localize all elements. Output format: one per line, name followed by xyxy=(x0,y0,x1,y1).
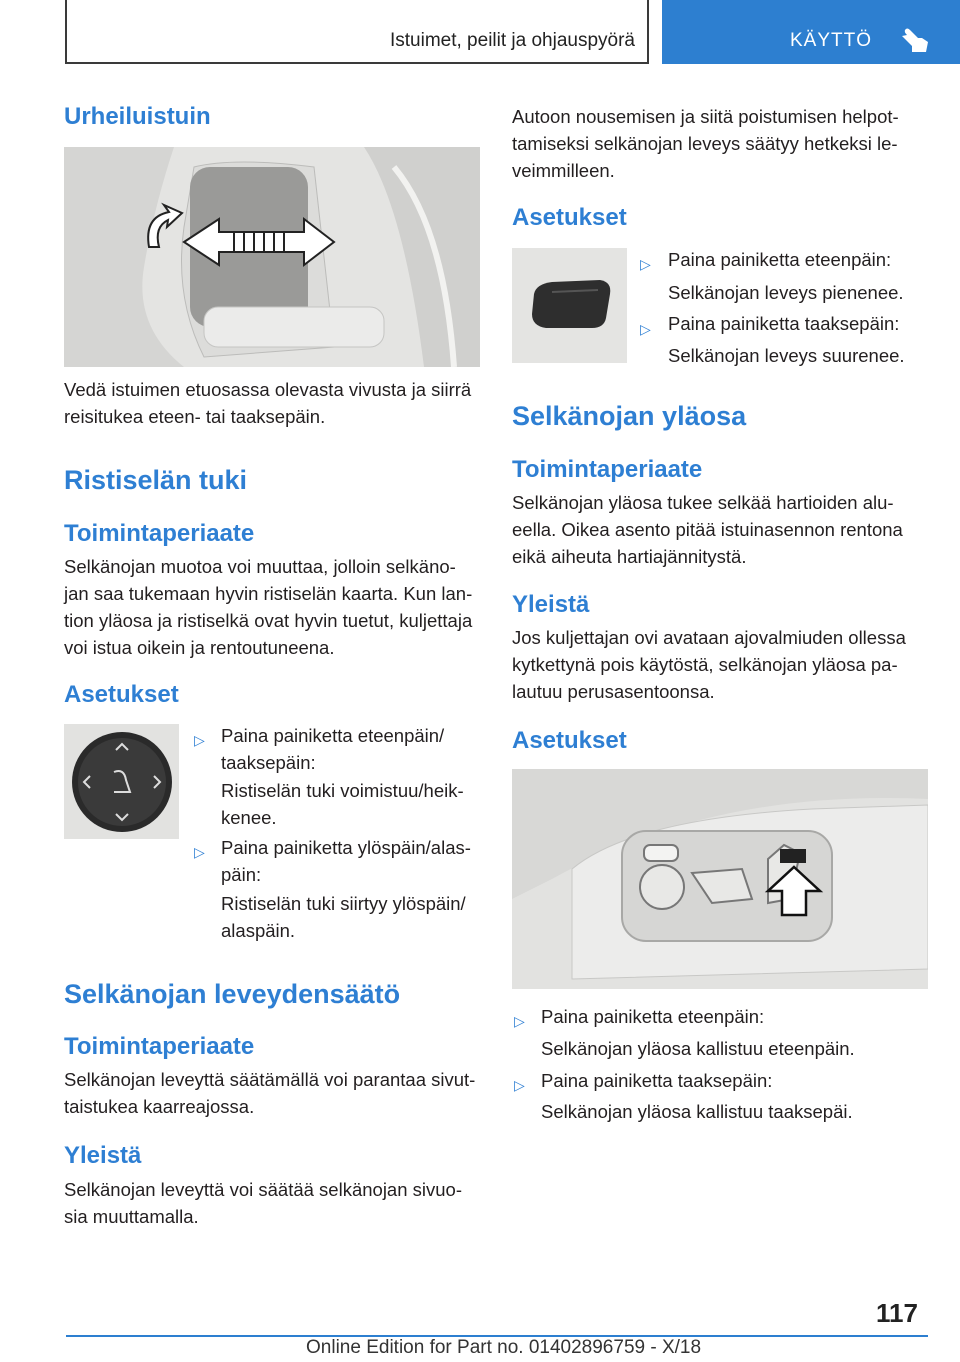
lumbar-support-button-illustration xyxy=(64,724,179,839)
para-intro-right: Autoon nousemisen ja siitä poistumisen helpot‐ tamiseksi selkänojan leveys säätyy hetkeksi le‐ veimmilleen. xyxy=(512,106,899,181)
bullet-item-2-result: Ristiselän tuki siirtyy ylöspäin/ alaspäin. xyxy=(221,893,466,941)
footer-edition: Online Edition for Part no. 01402896759 - X/18 xyxy=(306,1337,702,1358)
bullet-item-3-result: Selkänojan leveys pienenee. xyxy=(668,282,904,303)
header-section-title: Istuimet, peilit ja ohjauspyörä xyxy=(389,30,635,51)
heading-yleista-2: Yleistä xyxy=(512,591,590,618)
bullet-item-1: Paina painiketta eteenpäin/ taaksepäin: xyxy=(221,725,445,773)
page-number: 117 xyxy=(876,1298,918,1328)
bullet-triangle-icon: ▷ xyxy=(640,321,651,337)
bullet-triangle-icon: ▷ xyxy=(640,256,651,272)
bullet-item-3: Paina painiketta eteenpäin: xyxy=(668,249,892,270)
heading-selkanojan-leveydensaato: Selkänojan leveydensäätö xyxy=(64,979,401,1009)
heading-asetukset-1: Asetukset xyxy=(64,681,179,708)
seat-switch-panel-illustration xyxy=(512,769,928,989)
para-urheiluistuin: Vedä istuimen etuosassa olevasta vivusta ja siirrä reisitukea eteen- tai taaksepäin. xyxy=(64,379,472,427)
header-section-box xyxy=(65,0,649,64)
heading-urheiluistuin: Urheiluistuin xyxy=(64,103,211,130)
bullet-triangle-icon: ▷ xyxy=(194,844,205,860)
heading-ristiselan-tuki: Ristiselän tuki xyxy=(64,465,248,495)
bullet-item-6: Paina painiketta taaksepäin: xyxy=(541,1070,773,1091)
bullet-triangle-icon: ▷ xyxy=(514,1013,525,1029)
heading-toimintaperiaate-3: Toimintaperiaate xyxy=(512,456,703,483)
para-toimintaperiaate-1: Selkänojan muotoa voi muuttaa, jolloin selkäno‐ jan saa tukemaan hyvin ristiselän kaarta. Kun lan‐ tion yläosa ja ristiselkä ovat hyvin tuetut, kuljettaja voi istua oikein ja rentoutuneena. xyxy=(64,556,473,658)
heading-selkanojan-ylaosa: Selkänojan yläosa xyxy=(512,401,747,431)
pointing-hand-icon xyxy=(898,24,930,56)
width-adjust-button-illustration xyxy=(512,248,627,363)
heading-toimintaperiaate-2: Toimintaperiaate xyxy=(64,1033,255,1060)
bullet-item-1-result: Ristiselän tuki voimistuu/heik‐ kenee. xyxy=(221,780,464,828)
heading-asetukset-2: Asetukset xyxy=(512,204,627,231)
heading-yleista-1: Yleistä xyxy=(64,1142,142,1169)
para-toimintaperiaate-3: Selkänojan yläosa tukee selkää hartioiden alu‐ eella. Oikea asento pitää istuinasennon rentona eikä aiheuta hartiajännitystä. xyxy=(512,492,903,567)
para-toimintaperiaate-2: Selkänojan leveyttä säätämällä voi parantaa sivut‐ taistukea kaarreajossa. xyxy=(64,1069,476,1117)
sport-seat-illustration xyxy=(64,147,480,367)
bullet-triangle-icon: ▷ xyxy=(514,1077,525,1093)
heading-toimintaperiaate-1: Toimintaperiaate xyxy=(64,520,255,547)
heading-asetukset-3: Asetukset xyxy=(512,727,627,754)
bullet-item-4: Paina painiketta taaksepäin: xyxy=(668,313,900,334)
bullet-item-2: Paina painiketta ylöspäin/alas‐ päin: xyxy=(221,837,471,885)
header-chapter-tab[interactable] xyxy=(662,0,960,64)
bullet-item-5-result: Selkänojan yläosa kallistuu eteenpäin. xyxy=(541,1038,855,1059)
header-chapter-label: KÄYTTÖ xyxy=(790,30,873,51)
bullet-item-5: Paina painiketta eteenpäin: xyxy=(541,1006,765,1027)
para-yleista-1: Selkänojan leveyttä voi säätää selkänojan sivuo‐ sia muuttamalla. xyxy=(64,1179,462,1227)
bullet-item-6-result: Selkänojan yläosa kallistuu taaksepäi. xyxy=(541,1101,853,1122)
bullet-triangle-icon: ▷ xyxy=(194,732,205,748)
para-yleista-2: Jos kuljettajan ovi avataan ajovalmiuden ollessa kytkettynä pois käytöstä, selkänojan yläosa pa‐ lautuu perusasentoonsa. xyxy=(512,627,906,702)
bullet-item-4-result: Selkänojan leveys suurenee. xyxy=(668,345,905,366)
